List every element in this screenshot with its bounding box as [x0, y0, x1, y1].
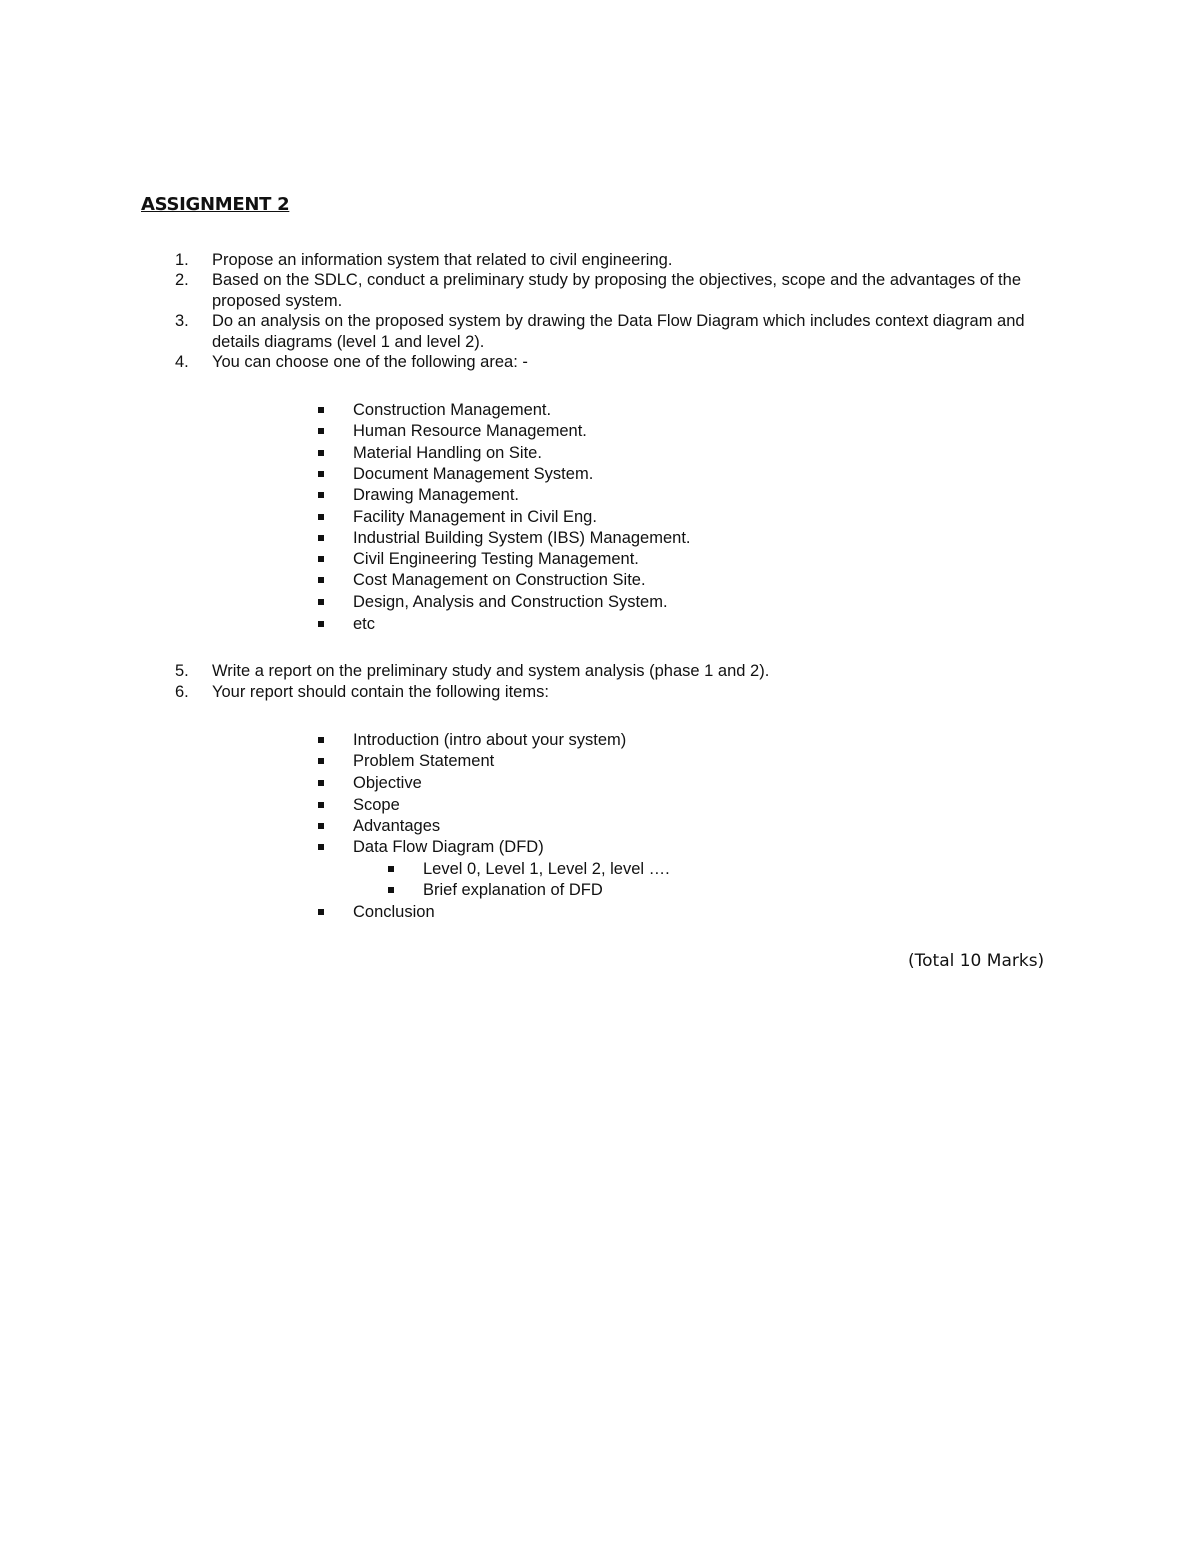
step-text: Do an analysis on the proposed system by drawing the Data Flow Diagram which includes context diagram and details diagrams (level 1 and level 2). — [212, 312, 1025, 351]
bullet-square-icon — [318, 471, 324, 477]
bullet-square-icon — [318, 492, 324, 498]
total-marks: (Total 10 Marks) — [908, 951, 1045, 971]
bullet-square-icon — [318, 556, 324, 562]
bullet-square-icon — [318, 535, 324, 541]
bullet-square-icon — [318, 844, 324, 850]
bullet-square-icon — [318, 758, 324, 764]
document-page: ASSIGNMENT 2 1. Propose an information system that related to civil engineering. 2. Based on the SDLC, conduct a preliminary study by proposing the objectives, scope and the advantages of the proposed system. 3. Do an analysis on the proposed system by drawing the Data Flow Diagram which includes context diagram and details diagrams (level 1 and level 2). 4. You can choose one of the following area: - Construction Management. Human Resource Management. Material Handling on Site. Document Management System. Drawing Management. Facility Management in Civil Eng. Industrial Building System (IBS) Management. Civil Engineering Testing Management. Cost Management on Construction Site. Design, Analysis and Construction System. etc 5. Write a report on the preliminary study and system analysis (phase 1 and 2). 6. Your report should contain the following items: Introduction (intro about your system) Problem Statement Objective Scope Advantages Data Flow Diagram (DFD) Level 0, Level 1, Level 2, level …. Brief explanation of DFD Conclusion (Total 10 Marks) — [0, 0, 1200, 1553]
bullet-square-icon — [318, 577, 324, 583]
step-number: 3. — [175, 312, 189, 330]
step-text: Based on the SDLC, conduct a preliminary study by proposing the objectives, scope and the advantages of the proposed system. — [212, 271, 1021, 310]
step-number: 4. — [175, 353, 189, 371]
bullet-square-icon — [318, 514, 324, 520]
bullet-square-icon — [318, 823, 324, 829]
step-number: 2. — [175, 271, 189, 289]
step-number: 1. — [175, 251, 189, 269]
assignment-title: ASSIGNMENT 2 — [141, 194, 290, 215]
bullet-square-icon — [318, 802, 324, 808]
step-text: Write a report on the preliminary study and system analysis (phase 1 and 2). — [212, 662, 770, 680]
step-number: 6. — [175, 683, 189, 701]
step-text: You can choose one of the following area: - — [212, 353, 528, 371]
bullet-square-icon — [388, 887, 394, 893]
bullet-square-icon — [388, 866, 394, 872]
bullet-square-icon — [318, 737, 324, 743]
bullet-square-icon — [318, 599, 324, 605]
bullet-square-icon — [318, 621, 324, 627]
step-text: Propose an information system that related to civil engineering. — [212, 251, 673, 269]
bullet-square-icon — [318, 909, 324, 915]
bullet-square-icon — [318, 428, 324, 434]
bullet-square-icon — [318, 450, 324, 456]
bullet-square-icon — [318, 780, 324, 786]
bullet-square-icon — [318, 407, 324, 413]
step-number: 5. — [175, 662, 189, 680]
step-text: Your report should contain the following items: — [212, 683, 549, 701]
